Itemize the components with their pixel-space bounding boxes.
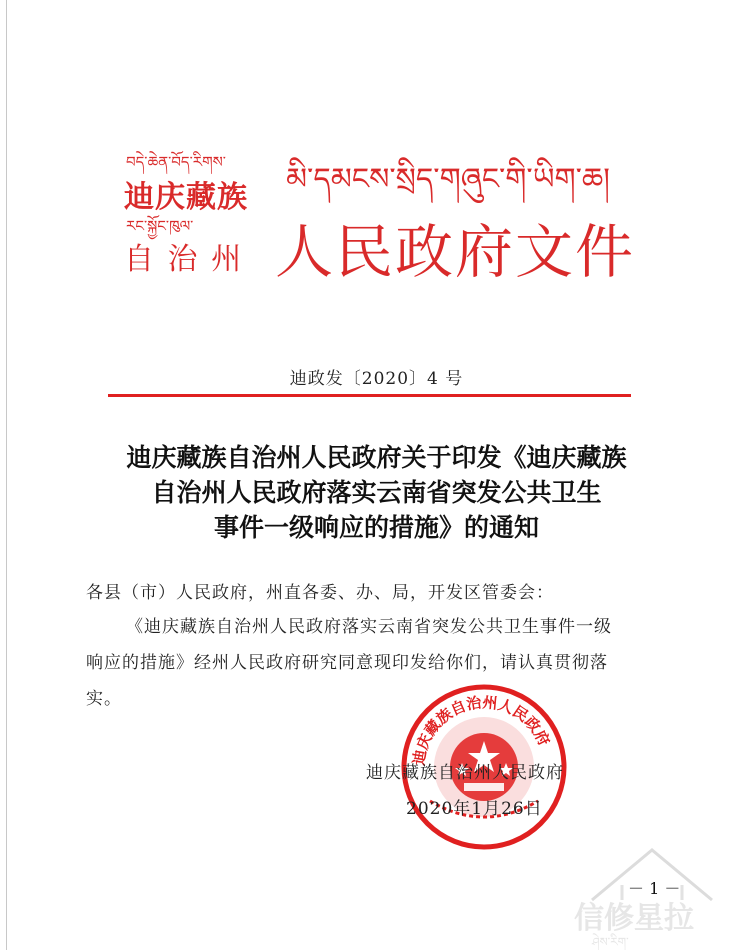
document-title [60,440,693,545]
header-cn-left-2: 自 治 州 [124,242,244,277]
tibetan-label-right: མི་དམངས་སྲིད་གཞུང་གི་ཡིག་ཆ། [286,162,610,197]
document-number: 迪政发〔2020〕4 号 [289,369,464,389]
svg-text:信修星拉: 信修星拉 [574,901,694,936]
body-line: 实。 [86,689,122,709]
body-line: 《迪庆藏族自治州人民政府落实云南省突发公共卫生事件一级 [126,617,612,637]
salutation: 各县（市）人民政府，州直各委、办、局，开发区管委会： [86,583,554,603]
signature-organization: 迪庆藏族自治州人民政府 [366,763,564,783]
title-line: 迪庆藏族自治州人民政府关于印发《迪庆藏族 [126,443,627,472]
header-cn-left-1: 迪庆藏族 [124,180,248,215]
page-number: － 1 － [628,879,681,898]
document-header [0,0,753,300]
title-line: 事件一级响应的措施》的通知 [213,513,539,542]
tibetan-label-left-2: རང་སྐྱོང་ཁུལ་ [126,217,194,235]
signature-date: 2020年1月26日 [406,799,543,819]
title-line: 自治州人民政府落实云南省突发公共卫生 [151,478,602,507]
body-line: 响应的措施》经州人民政府研究同意现印发给你们，请认真贯彻落 [86,653,608,673]
watermark-logo-icon [552,830,753,950]
tibetan-label-left-1: བདེ་ཆེན་བོད་རིགས་ [126,153,226,171]
svg-text:ཤེས་རིག་: ཤེས་རིག་ [592,935,629,949]
seal-text: 迪庆藏族自治州人民政府 [409,693,554,767]
red-divider-line [108,394,631,397]
header-cn-right: 人民政府文件 [275,218,636,286]
